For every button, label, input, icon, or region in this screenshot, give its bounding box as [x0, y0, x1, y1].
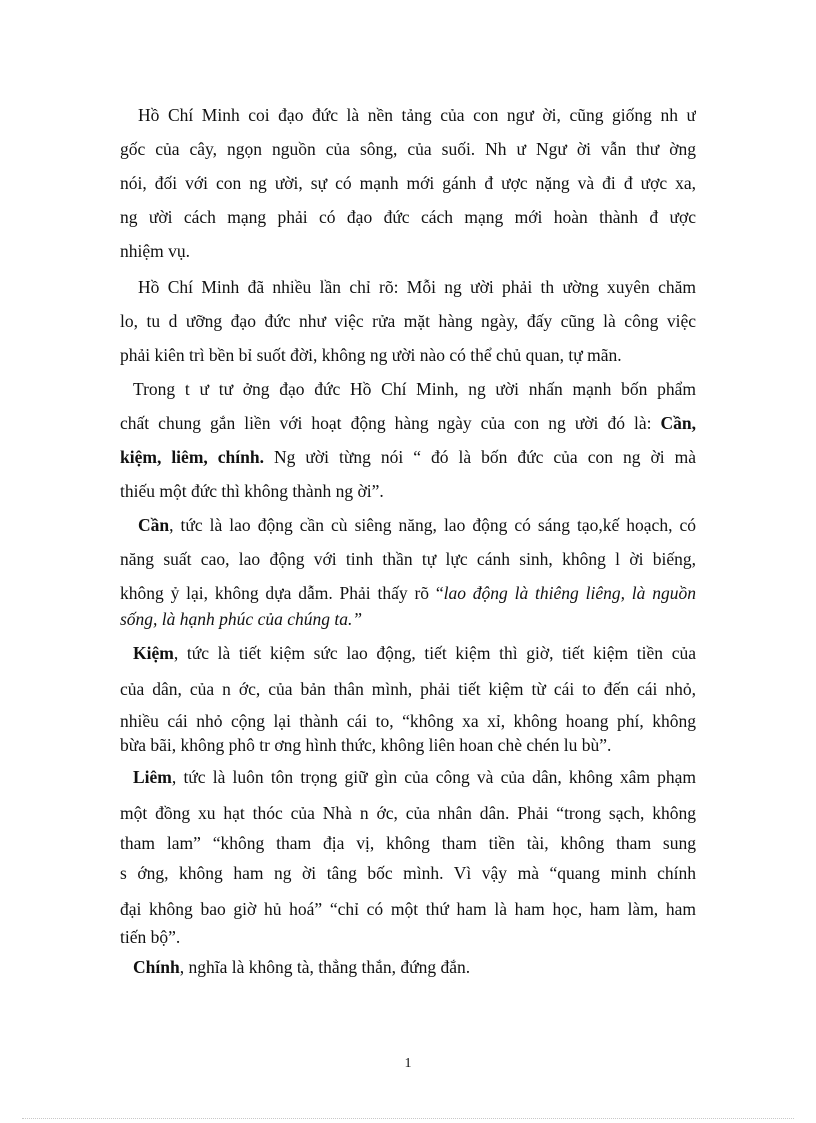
paragraph-4-line-1: [138, 514, 696, 538]
heading-chinh: Chính: [133, 957, 180, 977]
quote-lao-dong: lao động là thiêng liêng, là nguồn: [443, 583, 696, 603]
keyword-kiem-liem-chinh: kiệm, liêm, chính.: [120, 447, 264, 467]
heading-can: Cần: [138, 515, 170, 535]
paragraph-4-line-3: [120, 582, 696, 606]
paragraph-7-line-1-text: , nghĩa là không tà, thẳng thắn, đứng đắn.: [179, 957, 471, 977]
paragraph-1-line-4: ng ười cách mạng phải có đạo đức cách mạng mới hoàn thành đ ược: [120, 207, 696, 227]
paragraph-6-line-1-text: , tức là luôn tôn trọng giữ gìn của công và của dân, không xâm phạm: [171, 767, 696, 787]
keyword-can: Cần,: [660, 413, 696, 433]
paragraph-5-line-2: của dân, của n ớc, của bản thân mình, phải tiết kiệm từ cái to đến cái nhỏ,: [120, 679, 696, 699]
paragraph-5-line-3: nhiều cái nhỏ cộng lại thành cái to, “không xa xỉ, không hoang phí, không: [120, 711, 696, 731]
paragraph-3-line-1: Trong t ư tư ởng đạo đức Hồ Chí Minh, ng ười nhấn mạnh bốn phẩm: [133, 379, 696, 399]
heading-liem: Liêm: [133, 767, 172, 787]
paragraph-1-line-5: nhiệm vụ.: [120, 241, 190, 261]
paragraph-4-line-2: năng suất cao, lao động với tinh thần tự lực cánh sinh, không l ời biếng,: [120, 549, 696, 569]
paragraph-3-line-4: thiếu một đức thì không thành ng ời”.: [120, 481, 384, 501]
paragraph-6-line-4: s ớng, không ham ng ời tâng bốc mình. Vì vậy mà “quang minh chính: [120, 863, 696, 883]
paragraph-4-line-3-text: không ỷ lại, không dựa dẫm. Phải thấy rõ “: [120, 583, 444, 603]
paragraph-7-line-1: [133, 956, 696, 980]
paragraph-5-line-1: [133, 642, 696, 666]
paragraph-2-line-3: phải kiên trì bền bỉ suốt đời, không ng ười nào có thể chủ quan, tự mãn.: [120, 345, 622, 365]
paragraph-4-line-4: [120, 608, 696, 632]
paragraph-1-line-2: gốc của cây, ngọn nguồn của sông, của suối. Nh ư Ngư ời vẫn thư ờng: [120, 139, 696, 159]
paragraph-1-line-1: Hồ Chí Minh coi đạo đức là nền tảng của con ngư ời, cũng giống nh ư: [138, 105, 696, 125]
paragraph-5-line-4: bừa bãi, không phô tr ơng hình thức, không liên hoan chè chén lu bù”.: [120, 735, 612, 755]
paragraph-3-line-2: [120, 412, 696, 436]
paragraph-4-line-1-text: , tức là lao động cần cù siêng năng, lao động có sáng tạo,kế hoạch, có: [169, 515, 696, 535]
page-number: 1: [404, 1056, 412, 1071]
heading-kiem: Kiệm: [133, 643, 174, 663]
paragraph-2-line-2: lo, tu d ưỡng đạo đức như việc rửa mặt hàng ngày, đấy cũng là công việc: [120, 311, 696, 331]
paragraph-2-line-1: Hồ Chí Minh đã nhiều lần chỉ rõ: Mỗi ng ười phải th ường xuyên chăm: [138, 277, 696, 297]
page-bottom-border: [22, 1118, 794, 1119]
paragraph-3-line-3-text: Ng ười từng nói “ đó là bốn đức của con ng ời mà: [274, 447, 696, 467]
paragraph-1-line-3: nói, đối với con ng ười, sự có mạnh mới gánh đ ược nặng và đi đ ược xa,: [120, 173, 696, 193]
paragraph-6-line-5: đại không bao giờ hủ hoá” “chỉ có một thứ ham là ham học, ham làm, ham: [120, 899, 696, 919]
paragraph-6-line-3: tham lam” “không tham địa vị, không tham tiền tài, không tham sung: [120, 833, 696, 853]
paragraph-6-line-6: tiến bộ”.: [120, 927, 181, 947]
paragraph-3-line-3: [120, 446, 696, 470]
paragraph-6-line-2: một đồng xu hạt thóc của Nhà n ớc, của nhân dân. Phải “trong sạch, không: [120, 803, 696, 823]
paragraph-5-line-1-text: , tức là tiết kiệm sức lao động, tiết kiệm thì giờ, tiết kiệm tiền của: [173, 643, 696, 663]
paragraph-3-line-2-text: chất chung gắn liền với hoạt động hàng ngày của con ng ười đó là:: [120, 413, 652, 433]
quote-lao-dong-end: sống, là hạnh phúc của chúng ta.”: [120, 609, 363, 629]
paragraph-6-line-1: [133, 766, 696, 790]
